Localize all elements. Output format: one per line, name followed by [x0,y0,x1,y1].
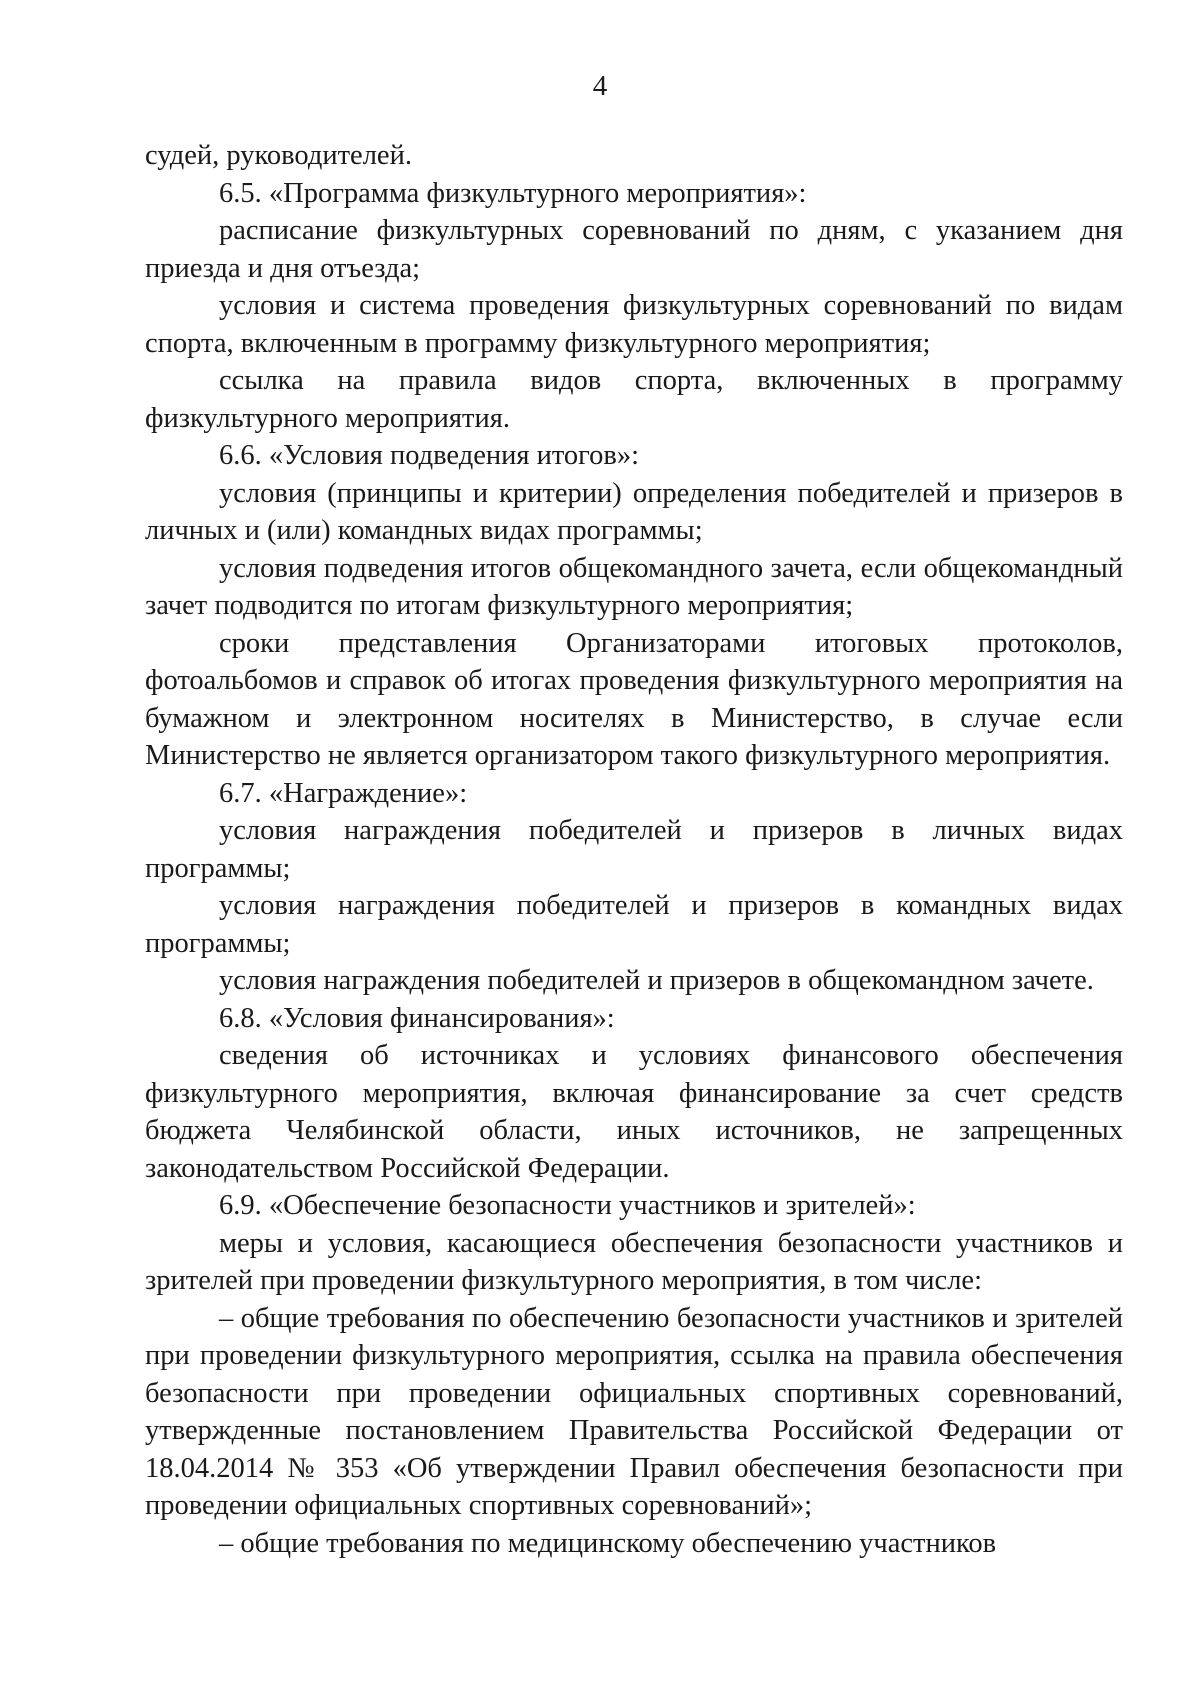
list-item: – общие требования по медицинскому обеспечению участников [219,1527,997,1559]
paragraph: условия награждения победителей и призеров в личных видах программы; [145,815,1123,884]
paragraph: условия награждения победителей и призеров в общекомандном зачете. [219,965,1094,996]
paragraph: условия (принципы и критерии) определения победителей и призеров в личных и (или) командных видах программы; [145,477,1123,546]
page-number: 4 [592,70,608,102]
paragraph: меры и условия, касающиеся обеспечения безопасности участников и зрителей при проведении физкультурного мероприятия, в том числе: [145,1227,1123,1296]
paragraph: условия награждения победителей и призеров в командных видах программы; [145,890,1123,959]
list-item: – общие требования по обеспечению безопасности участников и зрителей при проведении физкультурного мероприятия, ссылка на правила обеспечения безопасности при проведении официальных спортивных соревнований, утвержденные постановлением Правительства Российской Федерации от 18.04.2014 № 353 «Об утверждении Правил обеспечения безопасности при проведении официальных спортивных соревнований»; [145,1302,1123,1521]
document-body [145,137,1123,1562]
section-heading-6-9: 6.9. «Обеспечение безопасности участников и зрителей»: [219,1190,916,1221]
section-heading-6-8: 6.8. «Условия финансирования»: [219,1002,615,1034]
section-heading-6-7: 6.7. «Награждение»: [219,777,468,809]
paragraph: сроки представления Организаторами итоговых протоколов, фотоальбомов и справок об итогах проведения физкультурного мероприятия на бумажном и электронном носителях в Министерство, в случае если Министерство не является организатором такого физкультурного мероприятия. [145,627,1123,771]
paragraph: сведения об источниках и условиях финансового обеспечения физкультурного мероприятия, включая финансирование за счет средств бюджета Челябинской области, иных источников, не запрещенных законодательством Российской Федерации. [145,1040,1123,1184]
paragraph-continuation: судей, руководителей. [145,140,412,171]
section-heading-6-5: 6.5. «Программа физкультурного мероприятия»: [219,177,807,209]
paragraph: ссылка на правила видов спорта, включенных в программу физкультурного мероприятия. [145,365,1123,434]
paragraph: условия подведения итогов общекомандного зачета, если общекомандный зачет подводится по итогам физкультурного мероприятия; [145,552,1123,621]
paragraph: условия и система проведения физкультурных соревнований по видам спорта, включенным в программу физкультурного мероприятия; [145,290,1123,359]
paragraph: расписание физкультурных соревнований по дням, с указанием дня приезда и дня отъезда; [145,215,1123,284]
section-heading-6-6: 6.6. «Условия подведения итогов»: [219,440,640,471]
